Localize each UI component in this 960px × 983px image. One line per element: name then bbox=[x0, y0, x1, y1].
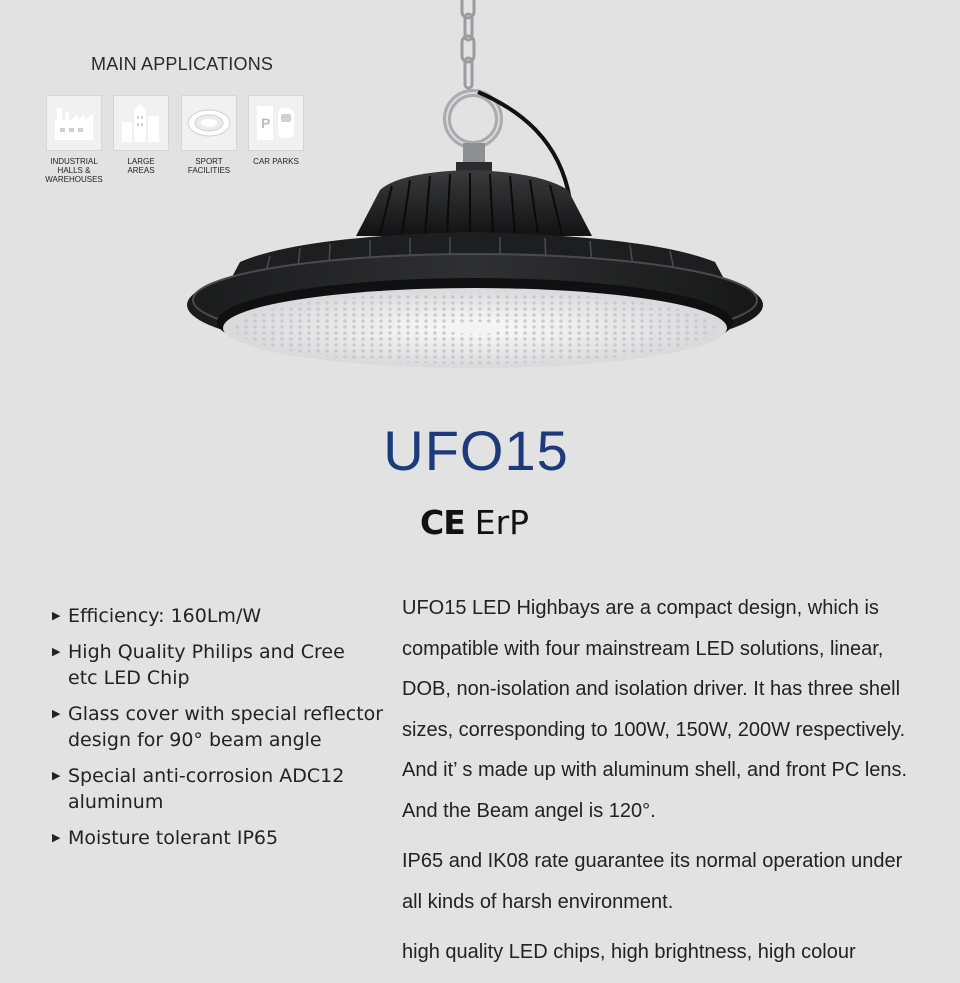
bullet-triangle-icon: ▶ bbox=[52, 645, 61, 658]
feature-text: Moisture tolerant IP65 bbox=[68, 827, 279, 849]
feature-list bbox=[52, 603, 392, 861]
certification-marks bbox=[420, 503, 529, 542]
product-description bbox=[402, 588, 922, 983]
feature-text: Efficiency: 160Lm/W bbox=[68, 605, 262, 627]
ce-mark: CE bbox=[420, 503, 465, 542]
feature-item bbox=[52, 763, 392, 815]
product-title: UFO15 bbox=[383, 419, 569, 482]
description-paragraph: UFO15 LED Highbays are a compact design, which is compatible with four mainstream LED solutions, linear, DOB, non-isolation and isolation driver. It has three shell sizes, corresponding to 100W, 150W, 200W respectively. And it’ s made up with aluminum shell, and front PC lens. And the Beam angel is 120°. bbox=[402, 597, 908, 822]
feature-item bbox=[52, 701, 392, 753]
feature-text: Special anti-corrosion ADC12 aluminum bbox=[68, 765, 345, 813]
bullet-triangle-icon: ▶ bbox=[52, 769, 61, 782]
bullet-triangle-icon: ▶ bbox=[52, 707, 61, 720]
feature-text: Glass cover with special reflector design for 90° beam angle bbox=[68, 703, 384, 751]
applications-title: MAIN APPLICATIONS bbox=[91, 54, 274, 74]
ufo-highbay-lamp-image bbox=[0, 0, 960, 420]
bullet-triangle-icon: ▶ bbox=[52, 609, 61, 622]
feature-text: High Quality Philips and Cree etc LED Chip bbox=[68, 641, 345, 689]
bullet-triangle-icon: ▶ bbox=[52, 831, 61, 844]
application-label: LARGE AREAS bbox=[127, 157, 155, 175]
erp-mark: ErP bbox=[474, 503, 530, 542]
description-paragraph: high quality LED chips, high brightness, high colour bbox=[402, 941, 856, 963]
feature-item bbox=[52, 639, 392, 691]
application-label: SPORT FACILITIES bbox=[187, 157, 231, 175]
feature-item bbox=[52, 603, 392, 629]
application-label: INDUSTRIAL HALLS & WAREHOUSES bbox=[45, 157, 103, 184]
description-paragraph: IP65 and IK08 rate guarantee its normal operation under all kinds of harsh environment. bbox=[402, 850, 903, 913]
feature-item bbox=[52, 825, 392, 851]
svg-text:P: P bbox=[261, 115, 271, 131]
application-label: CAR PARKS bbox=[253, 157, 299, 166]
